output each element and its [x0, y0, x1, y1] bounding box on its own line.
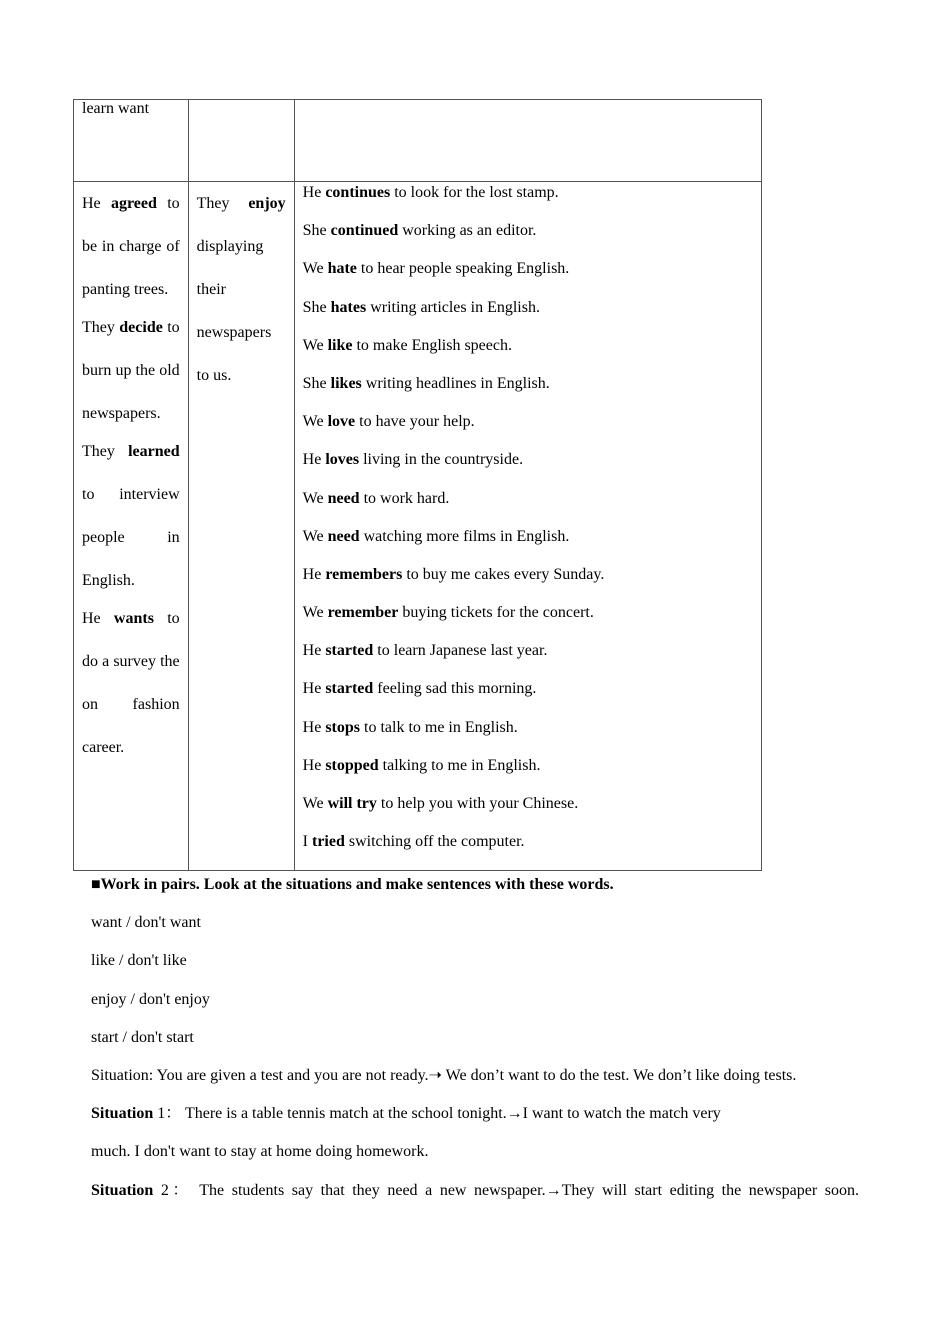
- example-sentence: He remembers to buy me cakes every Sunday.: [302, 565, 605, 583]
- word-pair: like / don't like: [91, 952, 187, 970]
- situation-example: Situation: You are given a test and you are not ready.➝ We don’t want to do the test. We don’t like doing tests.: [91, 1066, 797, 1084]
- example-sentence: He started feeling sad this morning.: [302, 680, 537, 698]
- table-cell-empty: [188, 100, 294, 182]
- example-sentence: They learned to interview people in English.: [82, 443, 180, 589]
- example-sentence: We need to work hard.: [302, 489, 450, 507]
- example-sentence: We like to make English speech.: [302, 336, 512, 354]
- example-sentence: We need watching more films in English.: [302, 527, 570, 545]
- table-cell-verbs: [74, 100, 189, 182]
- example-sentence: He continues to look for the lost stamp.: [302, 184, 559, 201]
- word-pair: want / don't want: [91, 914, 201, 932]
- table-row: [74, 100, 762, 182]
- word-pair: enjoy / don't enjoy: [91, 990, 210, 1008]
- example-sentence: She likes writing headlines in English.: [302, 374, 550, 392]
- example-sentence: He started to learn Japanese last year.: [302, 642, 548, 660]
- example-sentence: They enjoy displaying their newspapers to us.: [196, 195, 286, 384]
- example-sentence: We remember buying tickets for the concert.: [302, 604, 594, 622]
- example-sentence: I tried switching off the computer.: [302, 833, 525, 851]
- table-cell-ing-examples: [188, 182, 294, 871]
- table-cell-to-infinitive-examples: [74, 182, 189, 871]
- example-sentence: We hate to hear people speaking English.: [302, 260, 570, 278]
- example-sentence: She hates writing articles in English.: [302, 298, 540, 316]
- example-sentence: We love to have your help.: [302, 413, 475, 431]
- example-sentence: He wants to do a survey the on fashion career.: [82, 610, 180, 756]
- example-sentence: He agreed to be in charge of panting trees.: [82, 195, 180, 298]
- verb-list-text: learn want: [82, 100, 150, 117]
- example-sentence: He loves living in the countryside.: [302, 451, 524, 469]
- example-sentence: He stops to talk to me in English.: [302, 718, 518, 736]
- example-sentence: He stopped talking to me in English.: [302, 756, 541, 774]
- word-pair: start / don't start: [91, 1028, 194, 1046]
- table-cell-both-forms-examples: [294, 182, 761, 871]
- table-row: [74, 182, 762, 871]
- table-cell-empty: [294, 100, 761, 182]
- verb-usage-table: [73, 99, 762, 871]
- example-sentence: They decide to burn up the old newspapers.: [82, 319, 180, 422]
- situation-2: Situation 2： The students say that they need a new newspaper.→They will start editing the newspaper soon.: [91, 1181, 859, 1199]
- situation-1: Situation 1： There is a table tennis match at the school tonight.→I want to watch the match very: [91, 1105, 721, 1123]
- instruction-heading: ■Work in pairs. Look at the situations and make sentences with these words.: [91, 876, 614, 893]
- example-sentence: She continued working as an editor.: [302, 222, 537, 240]
- exercise-section: [91, 873, 859, 1217]
- example-sentence: We will try to help you with your Chinese.: [302, 795, 579, 812]
- situation-1-continuation: much. I don't want to stay at home doing homework.: [91, 1143, 429, 1161]
